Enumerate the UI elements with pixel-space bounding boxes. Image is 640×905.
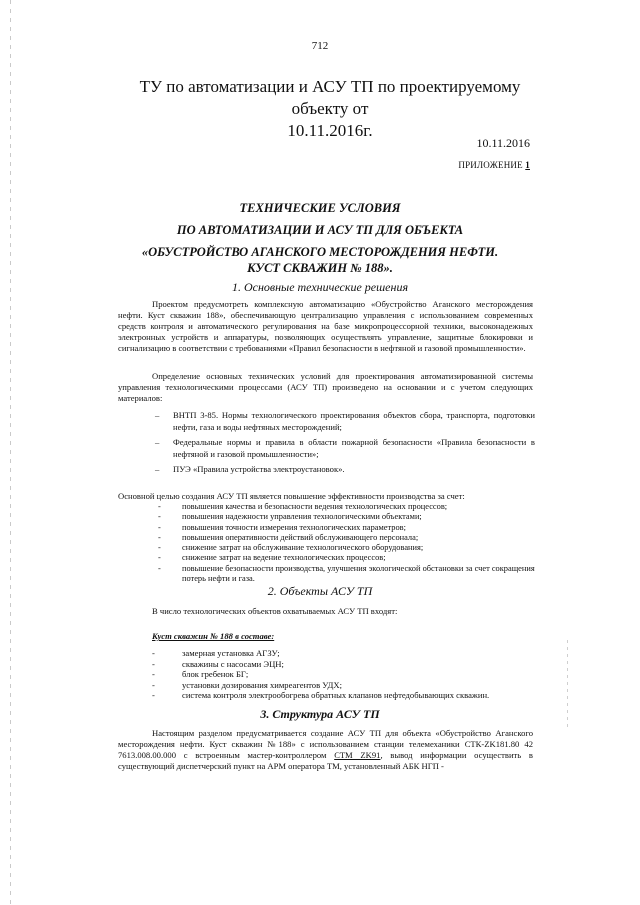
bullet-dash: – [155,464,160,474]
list-item [118,502,538,512]
main-heading-2 [0,222,640,238]
heading-line: КУСТ СКВАЖИН № 188». [247,261,393,275]
list-item-text: блок гребенок БГ; [182,669,249,679]
bullet-dash: - [158,522,161,532]
bullet-dash: – [155,437,160,447]
controller-name: СТМ ZK91 [334,750,381,760]
list-item-text: система контроля электрообогрева обратных клапанов нефтедобывающих скважин. [182,690,490,700]
list-item [152,648,532,659]
list-item-text: повышения надежности управления технологическими объектами; [182,512,422,522]
list-item [155,464,535,476]
section-title-1: 1. Основные технические решения [231,280,409,294]
goals-list [118,502,538,584]
materials-list [155,410,535,480]
structure-text-end: , вывод информации осуществить в существующий диспетчерский пункт на АРМ оператора ТМ, установленный АБК НГП - [118,750,533,771]
bullet-dash: - [158,512,161,522]
bullet-dash: - [158,532,161,542]
structure-paragraph [118,728,533,772]
bullet-dash: - [152,669,155,679]
main-heading [0,200,640,216]
list-item-text: ПУЭ «Правила устройства электроустановок». [173,464,345,474]
list-item-text: повышения качества и безопасности ведения технологических процессов; [182,502,448,511]
list-item-text: повышения оперативности действий обслуживающего персонала; [182,532,419,542]
list-item-text: ВНТП 3-85. Нормы технологического проектирования объектов сбора, транспорта, подготовки нефти, газа и воды нефтяных месторождений; [173,410,535,432]
list-item [118,553,538,563]
list-item [118,564,538,585]
heading-line: ПО АВТОМАТИЗАЦИИ И АСУ ТП ДЛЯ ОБЪЕКТА [176,223,464,237]
heading-line: ТЕХНИЧЕСКИЕ УСЛОВИЯ [239,201,401,215]
appendix-text: ПРИЛОЖЕНИЕ [458,160,523,170]
list-item-text: повышения точности измерения технологических параметров; [182,522,406,532]
bullet-dash: - [152,690,155,700]
list-item-text: снижение затрат на ведение технологических процессов; [182,553,386,563]
appendix-number: 1 [525,160,530,170]
bullet-dash: – [155,410,160,420]
list-item [152,680,532,691]
list-item-text: Федеральные нормы и правила в области пожарной безопасности «Правила безопасности в нефтяной и газовой промышленности»; [173,437,535,459]
document-title [120,76,540,142]
list-item [155,410,535,433]
list-item-text: снижение затрат на обслуживание технологического оборудования; [182,543,424,553]
list-item [152,669,532,680]
list-item [118,512,538,522]
appendix-label [458,160,530,170]
document-title-line: ТУ по автоматизации и АСУ ТП по проектируемому объекту от [139,77,521,118]
scan-edge-line [10,0,11,905]
list-item [118,533,538,543]
list-item [118,543,538,553]
goal-paragraph: Основной целью создания АСУ ТП является повышение эффективности производства за счет: [118,491,465,501]
document-date: 10.11.2016 [476,136,530,150]
section-title-2: 2. Объекты АСУ ТП [267,584,373,598]
paragraph-intro: Проектом предусмотреть комплексную автоматизацию «Обустройство Аганского месторождения нефти. Куст скважин 188», обеспечивающую централизацию управления с использованием современных средств контроля и автоматического регулирования на базе микропроцессорной техники, высоконадежных электронных устройств и аппаратуры, позволяющих осуществлять управление, защитные блокировки и сигнализацию в соответствии с требованиями «Правил безопасности в нефтяной и газовой промышленности». [118,299,533,353]
structure-text: Настоящим разделом предусматривается создание АСУ ТП для объекта «Обустройство Аганского месторождения нефти. Куст скважин №188» с использованием станции телемеханики СТК-ZK181.80 42 7613.008.00.000 с встроенным мастер-контроллером [118,728,533,760]
main-heading-3 [0,244,640,276]
page-number: 712 [311,40,329,52]
list-item [155,437,535,460]
list-item-text: повышение безопасности производства, улучшения экологической обстановки за счет сокращения потерь нефти и газа. [182,563,535,584]
list-item [152,690,532,701]
bullet-dash: - [152,648,155,658]
bullet-dash: - [152,679,155,690]
bullet-dash: - [152,658,155,669]
composition-label: Куст скважин № 188 в составе: [152,631,275,641]
objects-list [152,648,532,701]
bullet-dash: - [158,553,161,563]
list-item-text: замерная установка АГЗУ; [182,648,280,658]
list-item [152,659,532,670]
heading-line: «ОБУСТРОЙСТВО АГАНСКОГО МЕСТОРОЖДЕНИЯ НЕФТИ. [141,245,499,259]
document-title-line: 10.11.2016г. [287,121,373,140]
bullet-dash: - [158,563,161,573]
paragraph-materials-intro: Определение основных технических условий для проектирования автоматизированной системы управления технологическими процессами (АСУ ТП) произведено на основании и с учетом следующих материалов: [118,371,533,403]
list-item-text: установки дозирования химреагентов УДХ; [182,679,342,690]
list-item-text: скважины с насосами ЭЦН; [182,658,284,669]
objects-intro: В число технологических объектов охватываемых АСУ ТП входят: [152,606,398,616]
bullet-dash: - [158,543,161,553]
list-item [118,523,538,533]
bullet-dash: - [158,502,161,511]
section-title-3: 3. Структура АСУ ТП [260,707,380,721]
